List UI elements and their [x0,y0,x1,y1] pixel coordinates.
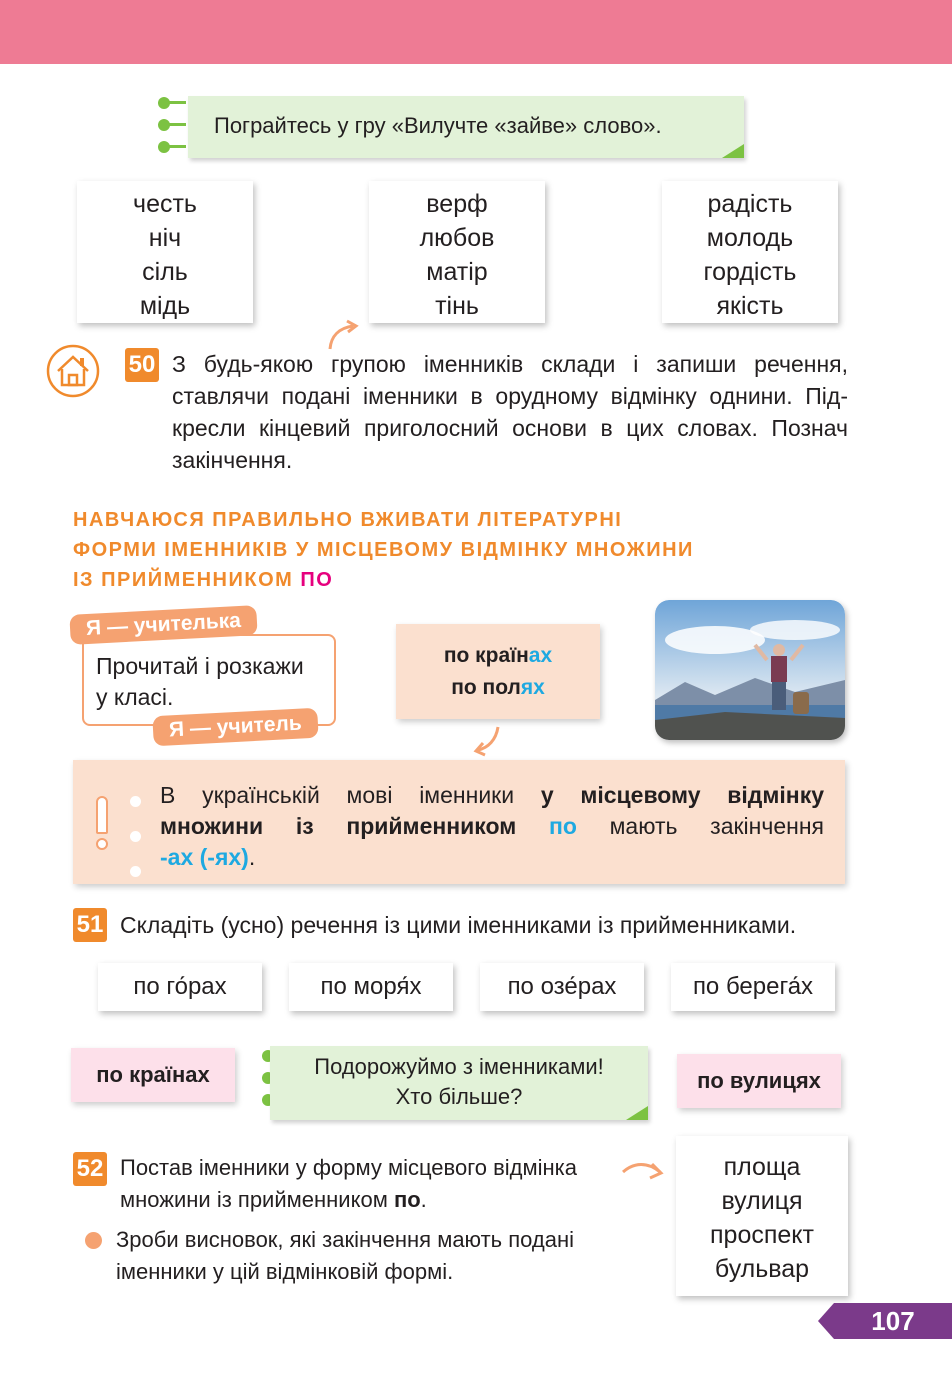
word-card-2 [369,181,545,323]
rule-po: по [548,813,577,839]
examples-box [396,624,600,719]
heading-line [73,565,694,595]
example-ending: ях [520,676,545,699]
rule-text-part: В українській мові іменники [160,782,541,808]
travel-bubble-line: Хто більше? [395,1084,523,1109]
teacher-text [96,651,304,713]
text-line: З будь-якою групою іменників склади і запиши речення, [172,351,848,377]
phrase-card [289,963,453,1011]
conclusion-line: Зроби висновок, які закінчення мають подані [116,1227,574,1252]
heading-line: ФОРМИ ІМЕННИКІВ У МІСЦЕВОМУ ВІДМІНКУ МНОЖИНИ [73,539,694,561]
section-heading [73,505,694,595]
rule-line [160,780,824,811]
rule-bold: у місцевому відмінку [540,782,825,808]
example-line [396,672,600,704]
word: радість [707,190,793,218]
text-line: закінчення. [172,447,293,473]
example-ending: ах [528,644,553,667]
word: бульвар [714,1255,810,1283]
ex52-line: Постав іменники у форму місцевого відмінка [120,1155,578,1180]
rule-line [160,811,824,842]
word: тінь [435,292,479,320]
page-number: 107 [834,1303,952,1339]
text-line: ставлячи подані іменники в орудному відмінку однини. Під- [172,383,848,409]
travel-bubble [270,1046,648,1120]
word: верф [426,190,488,218]
curved-arrow-icon [470,724,504,758]
conclusion-line: іменники у цій відмінковій формі. [116,1259,454,1284]
heading-line3-text: ІЗ ПРИЙМЕННИКОМ [73,569,301,591]
game-instruction-text: Пограйтесь у гру «Вилучте «зайве» слово». [214,113,662,138]
home-icon [45,343,101,399]
example-line [396,640,600,672]
teacher-label-female: Я — учителька [69,605,257,645]
example-stem: по пол [451,676,521,699]
phrase: по озе́рах [507,973,617,1000]
word-card-1 [77,181,253,323]
exercise-number-51: 51 [73,908,107,942]
phrase-card [480,963,644,1011]
conclusion-text [116,1224,636,1288]
word: молодь [706,224,794,252]
ex52-word-card [676,1136,848,1296]
pink-phrase-left: по країнах [71,1048,235,1102]
rule-bold: множини із прийменником [160,813,549,839]
exercise-51-text: Складіть (усно) речення із цими іменниками із прийменниками. [120,912,797,938]
ex52-text-part: множини із прийменником [120,1187,394,1212]
rule-ending: -ах (-ях) [160,844,249,870]
word: ніч [148,224,182,252]
example-stem: по країн [443,644,529,667]
game-instruction-bubble [188,96,744,158]
word: мідь [139,292,191,320]
word: проспект [710,1221,814,1249]
phrase-card [98,963,262,1011]
exercise-52-text [120,1152,640,1216]
pink-phrase-right: по вулицях [677,1054,841,1108]
word: площа [723,1153,801,1181]
rule-text-part: мають закінчення [576,813,824,839]
phrase: по берега́х [692,973,814,1000]
curved-arrow-icon [325,318,361,352]
heading-line: НАВЧАЮСЯ ПРАВИЛЬНО ВЖИВАТИ ЛІТЕРАТУРНІ [73,509,623,531]
rule-dot: . [248,844,256,870]
exercise-50-text [172,348,848,476]
teacher-label-male: Я — учитель [152,708,318,747]
exclamation-icon [94,796,110,852]
word: любов [419,224,495,252]
travel-photo [655,600,845,740]
curved-arrow-icon [620,1158,666,1184]
teacher-line: Прочитай і розкажи [96,653,304,679]
ex52-bold: по [393,1187,421,1212]
word-card-3 [662,181,838,323]
word: гордість [703,258,797,286]
ex52-line [120,1184,640,1216]
text-line: кресли кінцевий приголосний основи в цих словах. Познач [172,415,848,441]
rule-text [160,780,824,873]
phrase: по моря́х [320,973,422,1000]
rule-line [160,842,824,873]
exercise-number-52: 52 [73,1152,107,1186]
word: матір [426,258,488,286]
top-color-band [0,0,952,64]
heading-po: ПО [300,569,334,591]
word: якість [716,292,784,320]
bullet-dot [85,1232,102,1249]
word: вулиця [721,1187,803,1215]
travel-bubble-line: Подорожуймо з іменниками! [314,1054,604,1079]
phrase: по го́рах [133,973,227,1000]
phrase-card [671,963,835,1011]
word: сіль [142,258,188,286]
teacher-line: у класі. [96,684,174,710]
exercise-number-50: 50 [125,348,159,382]
ex52-dot: . [420,1187,427,1212]
word: честь [133,190,197,218]
